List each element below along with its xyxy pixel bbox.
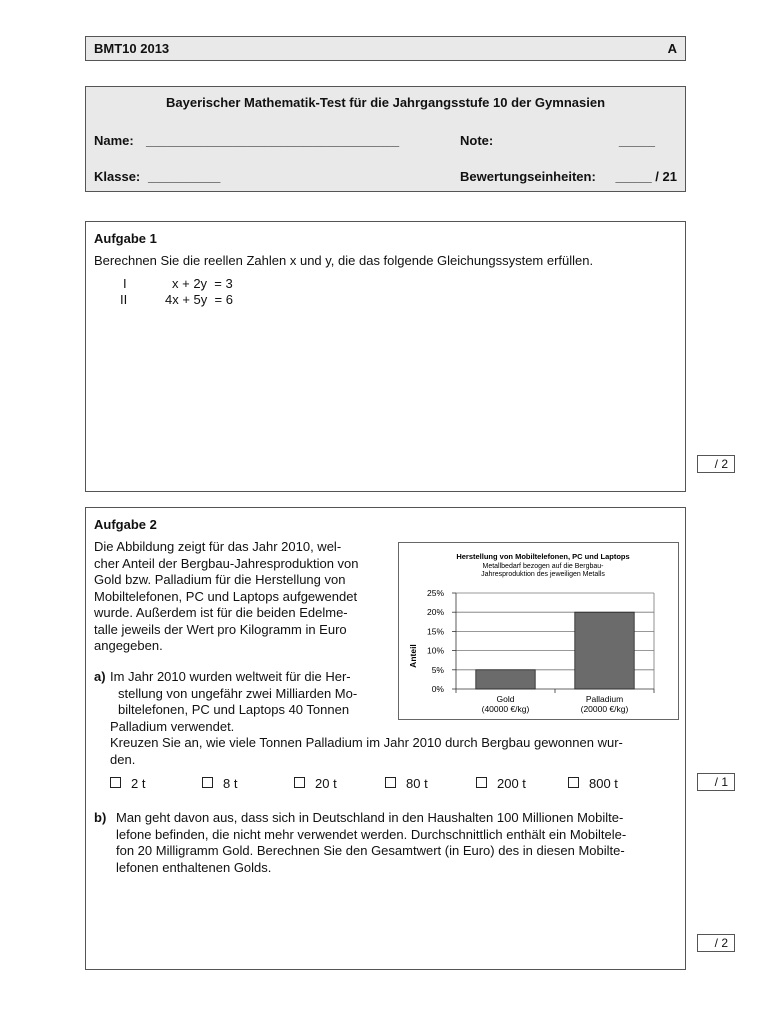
part-b-line: lefone befinden, die nicht mehr verwendet werden. Durchschnittlich enthält ein Mobiltele- [116,826,627,842]
option-label: 8 t [223,776,238,791]
header-bar [85,36,686,61]
chart-subtitle-line: Metallbedarf bezogen auf die Bergbau- [482,563,604,570]
name-field[interactable]: ___________________________________ [146,133,400,148]
x-category-label: Gold [496,694,515,704]
y-tick-label: 15% [426,626,444,637]
option-label: 800 t [589,776,618,791]
option-800t[interactable] [568,776,618,791]
test-title: Bayerischer Mathematik-Test für die Jahrgangsstufe 10 der Gymnasien [165,95,606,110]
task1-score-box[interactable]: / 2 [697,455,735,473]
checkbox[interactable] [110,777,121,788]
eq2-label: II [120,292,128,307]
x-category-label: Palladium [585,694,624,704]
answer-options [86,776,685,794]
intro-line: wurde. Außerdem ist für die beiden Edelme- [94,605,348,620]
y-tick-label: 25% [426,588,444,598]
part-a-line: biltelefonen, PC und Laptops 40 Tonnen [118,702,350,717]
task1-title: Aufgabe 1 [94,231,157,246]
intro-line: angegeben. [94,638,163,653]
intro-line: Die Abbildung zeigt für das Jahr 2010, wel- [94,539,342,554]
part-b-line: fon 20 Milligramm Gold. Berechnen Sie den Gesamtwert (in Euro) des in diesen Mobilte- [116,843,625,858]
part-b-label: b) [94,810,107,825]
option-200t[interactable] [476,776,526,791]
option-80t[interactable] [385,776,428,791]
chart-subtitle-line: Jahresproduktion des jeweiligen Metalls [481,571,605,578]
part-a-line: Kreuzen Sie an, wie viele Tonnen Palladium im Jahr 2010 durch Bergbau gewonnen wur- [110,735,623,750]
part-a-text [110,669,680,768]
checkbox[interactable] [202,777,213,788]
part-a-line: stellung von ungefähr zwei Milliarden Mo- [118,685,358,701]
x-category-sublabel: (20000 €/kg) [580,704,629,714]
klasse-label: Klasse: [94,169,141,184]
option-label: 200 t [497,776,526,791]
checkbox[interactable] [385,777,396,788]
intro-line: Gold bzw. Palladium für die Herstellung von [94,572,346,587]
y-tick-label: 0% [431,684,444,694]
part-b-line: Man geht davon aus, dass sich in Deutschland in den Haushalten 100 Millionen Mobilte- [116,810,624,825]
part-b-line: lefonen enthaltenen Golds. [116,859,272,875]
part-a-label: a) [94,669,106,684]
task2-intro [94,539,394,655]
intro-line: Mobiltelefonen, PC und Laptops aufgewendet [94,588,358,604]
note-field[interactable]: _____ [618,133,655,148]
checkbox[interactable] [294,777,305,788]
x-category-sublabel: (40000 €/kg) [481,704,530,714]
eq1-label: I [123,276,127,291]
y-tick-label: 20% [426,607,444,618]
option-8t[interactable] [202,776,237,791]
header-right: A [667,41,677,56]
option-label: 2 t [131,776,146,791]
student-info-form [85,86,686,192]
eq2: 4x + 5y = 6 [165,292,233,307]
task1-box [85,221,686,492]
chart-ylabel: Anteil [408,644,418,668]
be-label: Bewertungseinheiten: [460,169,596,184]
option-label: 20 t [315,776,337,791]
intro-line: talle jeweils der Wert pro Kilogramm in Euro [94,621,347,637]
y-tick-label: 10% [426,645,444,656]
part-a-line: Im Jahr 2010 wurden weltweit für die Her- [110,669,351,684]
task2a-score-box[interactable]: / 1 [697,773,735,791]
note-label: Note: [460,133,494,148]
checkbox[interactable] [568,777,579,788]
option-20t[interactable] [294,776,337,791]
part-a-line: den. [110,751,136,767]
checkbox[interactable] [476,777,487,788]
task2-title: Aufgabe 2 [94,517,157,532]
name-label: Name: [94,133,134,148]
be-field[interactable]: _____ / 21 [615,169,677,184]
part-b-text [116,810,681,876]
task2-box [85,507,686,970]
klasse-field[interactable]: __________ [148,169,221,184]
option-2t[interactable] [110,776,145,791]
intro-line: cher Anteil der Bergbau-Jahresproduktion von [94,555,359,571]
option-label: 80 t [406,776,428,791]
task1-text: Berechnen Sie die reellen Zahlen x und y, die das folgende Gleichungssystem erfüllen. [94,253,594,268]
task2b-score-box[interactable]: / 2 [697,934,735,952]
part-a-line: Palladium verwendet. [110,718,235,734]
header-left: BMT10 2013 [94,41,170,56]
chart-title: Herstellung von Mobiltelefonen, PC und Laptops [456,552,630,561]
y-tick-label: 5% [431,664,444,675]
eq1: x + 2y = 3 [172,276,233,291]
